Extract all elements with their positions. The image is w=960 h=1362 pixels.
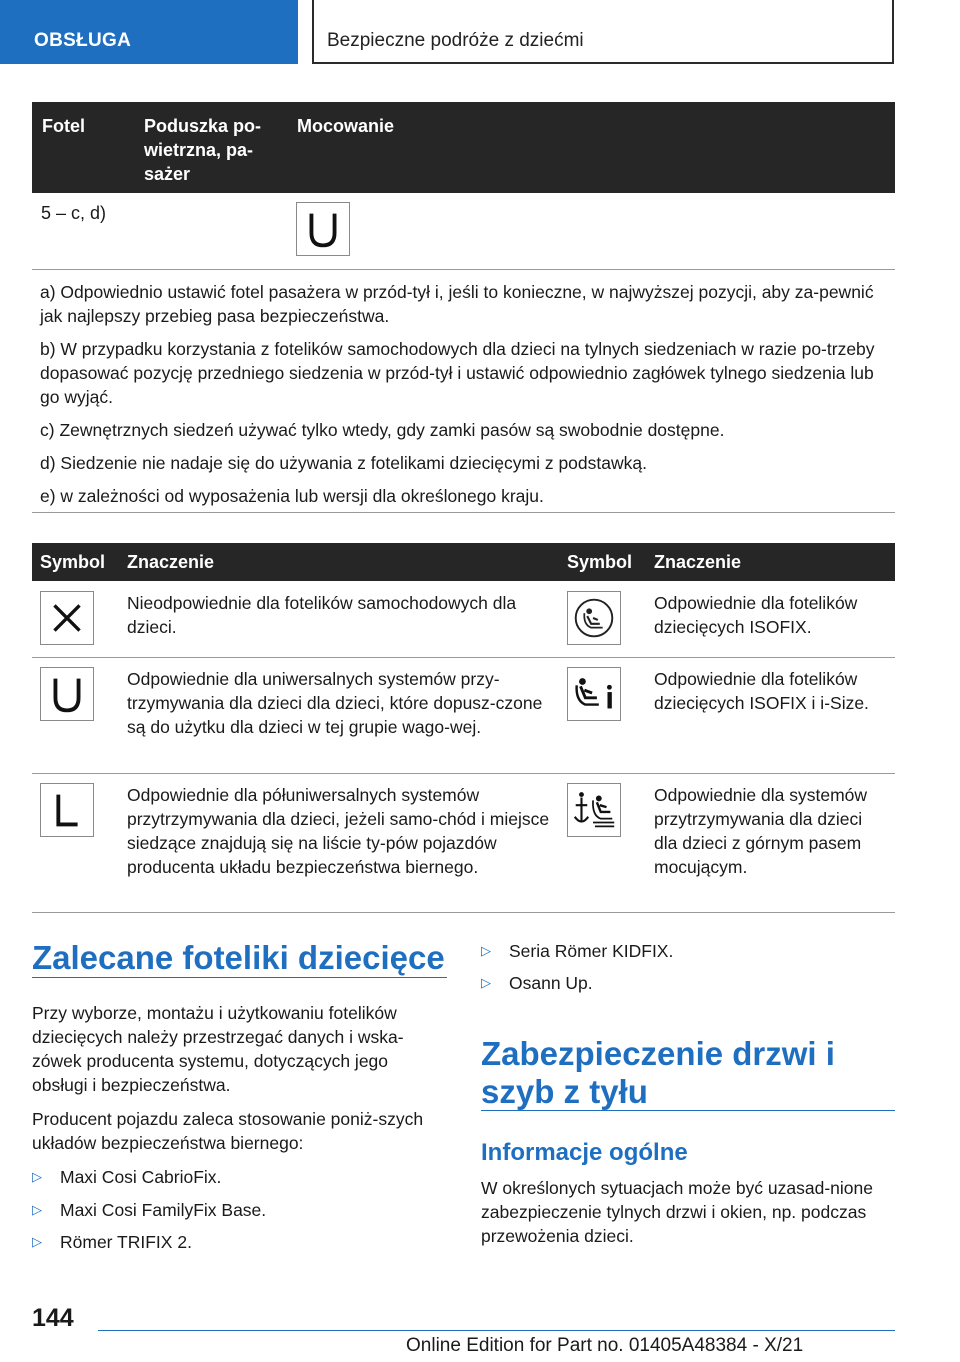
note-b: b) W przypadku korzystania z fotelików samochodowych dla dzieci na tylnych siedzeniach w razie po-trzeby dopasować pozycję przedniego siedzenia w przód-tył i ustawić odpowiednio zagłówek tylnego siedzenia lub go wyjąć. — [40, 339, 875, 407]
title-rule — [481, 1110, 895, 1111]
symbol-row — [32, 773, 895, 913]
child-lock-paragraph: W określonych sytuacjach może być uzasad-nione zabezpieczenie tylnych drzwi i okien, np. podczas przewożenia dzieci. — [481, 1178, 873, 1246]
section-title: OBSŁUGA — [34, 30, 132, 51]
seat-value: 5 – c, d) — [41, 203, 107, 223]
top-tether-anchor-icon — [567, 783, 621, 837]
symbol-row — [32, 581, 895, 658]
recommended-paragraph: Producent pojazdu zaleca stosowanie poniż-szych układów bezpieczeństwa biernego: — [32, 1109, 424, 1153]
triangle-bullet-icon: ▷ — [481, 975, 491, 990]
universal-u-icon — [40, 667, 94, 721]
header-symbol-1: Symbol — [40, 552, 106, 572]
triangle-bullet-icon: ▷ — [481, 943, 491, 958]
recommended-title: Zalecane foteliki dziecięce — [32, 939, 445, 976]
footnotes — [32, 270, 895, 513]
note-d: d) Siedzenie nie nadaje się do używania z fotelikami dziecięcymi z podstawką. — [40, 453, 647, 473]
symbol-row — [32, 657, 895, 774]
chapter-box — [312, 0, 894, 64]
triangle-bullet-icon: ▷ — [32, 1169, 42, 1184]
edition-footer: Online Edition for Part no. 01405A48384 - X/21 — [406, 1335, 804, 1356]
footer-rule — [98, 1330, 895, 1331]
triangle-bullet-icon: ▷ — [32, 1234, 42, 1249]
child-lock-title: Zabezpieczenie drzwi i szyb z tyłu — [481, 1035, 835, 1110]
header-meaning-1: Znaczenie — [127, 552, 215, 572]
header-symbol-2: Symbol — [567, 552, 633, 572]
symbol-meaning: Odpowiednie dla fotelików dziecięcych ISOFIX i i-Size. — [654, 669, 869, 713]
symbol-meaning: Odpowiednie dla systemów przytrzymywania dla dzieci dla dzieci z górnym pasem mocującym. — [654, 785, 868, 877]
symbol-meaning: Odpowiednie dla półuniwersalnych systemów przytrzymywania dla dzieci, jeżeli samo-chód i miejsce siedzące znajdują się na liście ty-pów pojazdów producenta układu bezpieczeństwa biernego. — [127, 785, 550, 877]
header-airbag: Poduszka po- wietrzna, pa- sażer — [144, 116, 262, 184]
note-e: e) w zależności od wyposażenia lub wersji dla określonego kraju. — [40, 486, 544, 506]
seat-table-header — [32, 102, 895, 193]
page-number: 144 — [32, 1304, 74, 1332]
recommended-paragraph: Przy wyborze, montażu i użytkowaniu fotelików dziecięcych należy przestrzegać danych i wska-zówek producenta systemu, dotyczących jego obsługi i bezpieczeństwa. — [32, 1003, 404, 1095]
x-mark-icon — [40, 591, 94, 645]
note-a: a) Odpowiednio ustawić fotel pasażera w przód-tył i, jeśli to konieczne, w najwyższej pozycji, aby za-pewnić jak najlepszy przebieg pasa bezpieczeństwa. — [40, 282, 874, 326]
symbol-meaning: Nieodpowiednie dla fotelików samochodowych dla dzieci. — [127, 593, 517, 637]
symbol-meaning: Odpowiednie dla fotelików dziecięcych ISOFIX. — [654, 593, 858, 637]
semi-universal-l-icon — [40, 783, 94, 837]
symbol-meaning: Odpowiednie dla uniwersalnych systemów przy-trzymywania dla dzieci dla dzieci, które dopusz-czone są do użytku dla dzieci w tej grupie wago-wej. — [127, 669, 543, 737]
section-tab — [0, 0, 298, 64]
header-mounting: Mocowanie — [297, 116, 395, 136]
title-rule — [32, 977, 447, 978]
chapter-title: Bezpieczne podróże z dziećmi — [327, 30, 584, 51]
note-c: c) Zewnętrznych siedzeń używać tylko wtedy, gdy zamki pasów są swobodnie dostępne. — [40, 420, 725, 440]
header-seat: Fotel — [42, 116, 85, 136]
isofix-seat-icon — [567, 591, 621, 645]
seat-table-row — [32, 193, 895, 270]
child-lock-subtitle: Informacje ogólne — [481, 1139, 688, 1166]
symbol-table-header — [32, 543, 895, 581]
triangle-bullet-icon: ▷ — [32, 1202, 42, 1217]
universal-u-icon — [296, 202, 350, 256]
header-meaning-2: Znaczenie — [654, 552, 742, 572]
isofix-isize-icon — [567, 667, 621, 721]
